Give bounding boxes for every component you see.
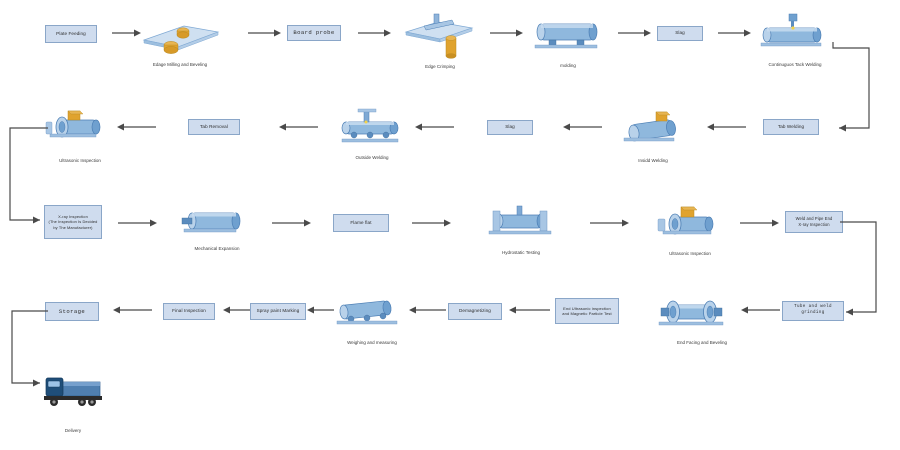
node-end-ultrasonic-inspection-and-magnetic-particle-test[interactable]: End Ultrasonic inspection and Magnetic Particle Test: [555, 298, 619, 324]
caption-delivery: Delivery: [64, 428, 82, 433]
arrow-r2-4: [562, 122, 602, 132]
arrow-r3-5: [740, 218, 780, 228]
arrow-r4-1: [112, 305, 152, 315]
weighing-and-measuring-illustration: [333, 293, 403, 327]
delivery-truck-illustration: [42, 374, 108, 416]
arrow-r1-5: [618, 28, 652, 38]
arrow-r3-1: [118, 218, 158, 228]
caption-edge-crimping: Edge Crimping: [425, 64, 455, 69]
edge-milling-and-beveling-illustration: [140, 14, 220, 60]
arrow-r4-3: [306, 305, 334, 315]
caption-outside-welding: Outside Welding: [355, 155, 389, 160]
edge-crimping-illustration: [404, 12, 474, 60]
node-spray-paint-marking[interactable]: Spray paint Marking: [250, 303, 306, 320]
arrow-r2-2: [278, 122, 318, 132]
node-slag-row1[interactable]: Slag: [657, 26, 703, 41]
arrow-r3-4: [590, 218, 630, 228]
arrow-r4-4: [408, 305, 446, 315]
connector-row3-to-row4: [840, 222, 900, 318]
caption-mechanical-expansion: Mechanical Expansion: [194, 246, 240, 251]
node-storage[interactable]: Storage: [45, 302, 99, 321]
molding-illustration: [533, 18, 603, 50]
node-tube-and-weld-grinding[interactable]: Tube and weld grinding: [782, 301, 844, 321]
node-weld-and-pipe-end-xray-inspection[interactable]: Weld and Pipe End X-ray Inspection: [785, 211, 843, 233]
arrow-r2-1: [116, 122, 156, 132]
arrow-r4-2: [222, 305, 250, 315]
caption-molding: molding: [560, 63, 576, 68]
node-final-inspection[interactable]: Final Inspection: [163, 303, 215, 320]
end-facing-and-beveling-illustration: [655, 291, 729, 333]
node-flame-flat[interactable]: Flame flat: [333, 214, 389, 232]
arrow-r1-4: [490, 28, 524, 38]
caption-ultrasonic-inspection-2: Ultrasonic Inspection: [669, 251, 711, 256]
arrow-r2-5: [706, 122, 746, 132]
node-demagnetizing[interactable]: Demagnetizing: [448, 303, 502, 320]
node-slag-row2[interactable]: Slag: [487, 120, 533, 135]
node-plate-feeding[interactable]: Plate Feeding: [45, 25, 97, 43]
arrow-r3-2: [272, 218, 312, 228]
arrow-r4-5: [508, 305, 550, 315]
hydrostatic-testing-illustration: [485, 203, 555, 243]
arrow-r3-3: [412, 218, 452, 228]
caption-end-facing-and-beveling: End Facing and Beveling: [676, 340, 728, 345]
node-tab-removal[interactable]: Tab Removal: [188, 119, 240, 135]
ultrasonic-inspection-2-illustration: [653, 203, 723, 245]
node-tab-welding[interactable]: Tab Welding: [763, 119, 819, 135]
caption-weighing-and-measuring: Weighing and measuring: [347, 340, 397, 345]
caption-continuous-tack-welding: Continuguos Tack Welding: [768, 62, 822, 67]
inside-welding-illustration: [620, 108, 684, 148]
caption-hydrostatic-testing: Hydrostatic Testing: [502, 250, 540, 255]
arrow-r4-6: [740, 305, 780, 315]
arrow-r1-3: [358, 28, 392, 38]
arrow-r2-3: [414, 122, 454, 132]
arrow-r1-2: [248, 28, 282, 38]
caption-ultrasonic-inspection: Ultrasonic Inspection: [59, 158, 101, 163]
caption-inside-welding: Insidd Welding: [638, 158, 668, 163]
outside-welding-illustration: [338, 108, 404, 146]
node-board-probe[interactable]: Board probe: [287, 25, 341, 41]
mechanical-expansion-illustration: [180, 205, 246, 241]
arrow-r1-1: [112, 28, 142, 38]
node-xray-inspection[interactable]: X-ray Inspection (The Inspection Is Decided by The Manufacturer): [44, 205, 102, 239]
arrow-r1-6: [718, 28, 752, 38]
caption-edge-milling-and-beveling: Edage Milling and Beveling: [152, 62, 208, 67]
